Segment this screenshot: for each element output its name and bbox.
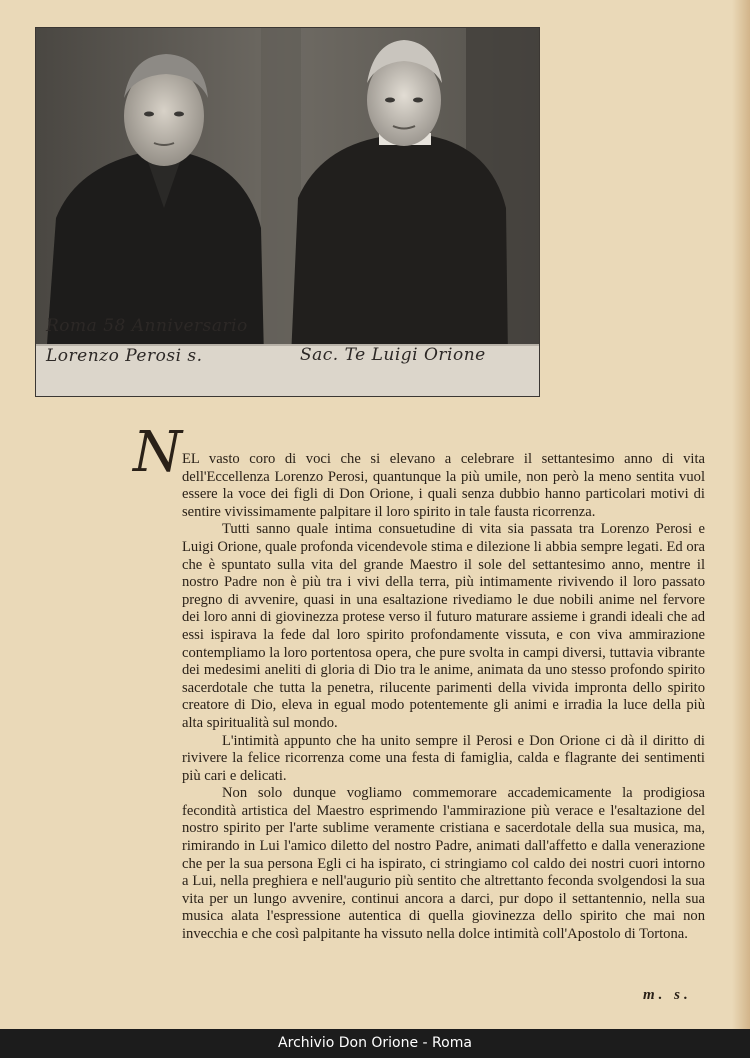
article-paragraph-2: Tutti sanno quale intima consuetudine di vita sia passata tra Lorenzo Perosi e Luigi Orione, quale profonda vicendevole stima e dilezione li abbia sempre legati. Ed ora che è spuntato sulla vita del grande Maestro il sole del settantesimo anno, mentre il nostro Padre non è più tra i vivi della terra, più intimamente rivivendo il loro passato pregno di avvenire, quasi in una esaltazione rivediamo le due nobili anime nel fervore dei loro anni di giovinezza protese verso il futuro maturare assieme i grandi ideali che ad essi ispirava la fede dal loro spirito profondamente vissuta, e con viva ammirazione contempliamo la loro portentosa opera, che pure svolta in campi diversi, tuttavia vibrante dei medesimi aneliti di gloria di Dio tra le anime, animata da uno stesso profondo spirito sacerdotale che tutta la penetra, rilucente parimenti della vivida impronta dello spirito creatore di Dio, eleva in egual modo potentemente gli animi e irradia la luce della più alta spiritualità sul mondo. xyxy=(182,521,705,731)
photo-illustration xyxy=(36,28,539,396)
signature-perosi-line-2: Lorenzo Perosi s. xyxy=(46,346,203,366)
author-initials: m. s. xyxy=(643,987,692,1003)
article-paragraph-3: L'intimità appunto che ha unito sempre il Perosi e Don Orione ci dà il diritto di rivivere la felice ricorrenza come una festa di famiglia, calda e flagrante dei sentimenti più cari e delicati. xyxy=(182,732,705,784)
drop-cap: N xyxy=(133,420,182,485)
article-body xyxy=(182,451,705,944)
signature-perosi-line-1: Roma 58 Anniversario xyxy=(46,316,248,336)
portrait-photograph xyxy=(36,28,539,396)
signature-orione: Sac. Te Luigi Orione xyxy=(300,345,486,365)
page-edge-shadow xyxy=(732,0,750,1058)
article-paragraph-4: Non solo dunque vogliamo commemorare accademicamente la prodigiosa fecondità artistica del Maestro esprimendo l'ammirazione più verace e l'esaltazione del nostro spirito per l'arte sublime veramente cristiana e sacerdotale della sua musica, ma, rimirando in Lui l'amico diletto del nostro Padre, animati dall'affetto e dalla venerazione che per la sua persona Egli ci ha ispirato, ci stringiamo col caldo dei nostri cuori intorno a Lui, nella preghiera e nell'augurio più sentito che altrettanto feconda svolgendosi la sua vita per un lungo avvenire, continui ancora a darci, pur dopo il settantennio, nella sua musica alata l'espressione autentica di quella giovinezza dello spirito che mai non invecchia e che così palpitante ha vissuto nella dolce intimità coll'Apostolo di Tortona. xyxy=(182,785,705,943)
archive-footer: Archivio Don Orione - Roma xyxy=(0,1029,750,1058)
article-paragraph-1: EL vasto coro di voci che si elevano a celebrare il settantesimo anno di vita dell'Eccellenza Lorenzo Perosi, quantunque la più umile, non però la meno sentita vuol essere la voce dei figli di Don Orione, i quali senza dubbio hanno particolari motivi di sentire vivissimamente palpitare il loro spirito in tale fausta ricorrenza. xyxy=(182,451,705,520)
